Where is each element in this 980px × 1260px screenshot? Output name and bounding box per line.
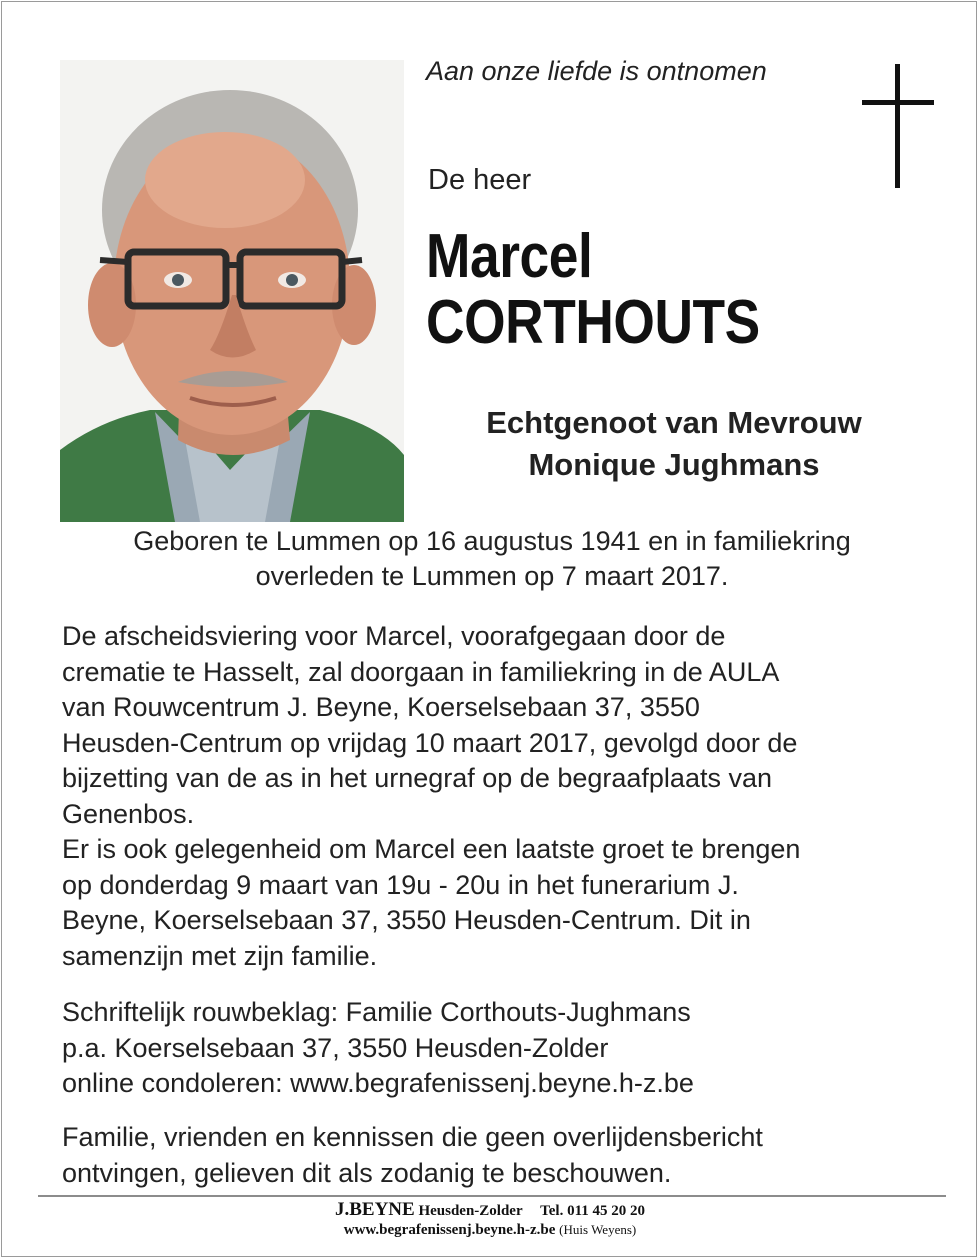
spouse-line-1: Echtgenoot van Mevrouw [486, 405, 862, 440]
portrait-illustration [60, 60, 404, 522]
title-prefix: De heer [428, 164, 532, 196]
notice-paragraph [62, 1120, 942, 1191]
paragraph-line: ontvingen, gelieven dit als zodanig te beschouwen. [62, 1157, 672, 1188]
footer-divider [38, 1195, 946, 1197]
funeral-home-phone: Tel. 011 45 20 20 [540, 1203, 646, 1219]
paragraph-line: bijzetting van de as in het urnegraf op de begraafplaats van [62, 763, 772, 793]
last-name: CORTHOUTS [426, 288, 760, 357]
birth-death-info [42, 524, 942, 594]
paragraph-line: p.a. Koerselsebaan 37, 3550 Heusden-Zolder [62, 1032, 609, 1063]
paragraph-line: Beyne, Koerselsebaan 37, 3550 Heusden-Centrum. Dit in [62, 905, 751, 935]
paragraph-line: Heusden-Centrum op vrijdag 10 maart 2017, gevolgd door de [62, 727, 798, 758]
paragraph-line: online condoleren: www.begrafenissenj.beyne.h-z.be [62, 1068, 694, 1098]
paragraph-line: Er is ook gelegenheid om Marcel een laatste groet te brengen [62, 834, 801, 864]
footer-line-2 [2, 1221, 978, 1239]
birth-line-1: Geboren te Lummen op 16 augustus 1941 en in familiekring [133, 526, 851, 556]
paragraph-line: samenzijn met zijn familie. [62, 940, 378, 971]
funeral-home-website: www.begrafenissenj.beyne.h-z.be [343, 1222, 556, 1238]
cross-icon [860, 64, 936, 188]
footer-line-1 [2, 1200, 978, 1221]
paragraph-line: Genenbos. [62, 798, 195, 829]
intro-text: Aan onze liefde is ontnomen [426, 56, 767, 86]
portrait-photo [60, 60, 404, 522]
paragraph-line: Familie, vrienden en kennissen die geen overlijdensbericht [62, 1122, 763, 1152]
spouse-info [426, 402, 922, 486]
obituary-card [1, 1, 977, 1257]
birth-line-2: overleden te Lummen op 7 maart 2017. [255, 561, 729, 591]
funeral-home-footer [2, 1200, 978, 1239]
funeral-home-house: (Huis Weyens) [559, 1222, 637, 1237]
funeral-home-brand: J.BEYNE [334, 1199, 415, 1220]
paragraph-line: De afscheidsviering voor Marcel, voorafgegaan door de [62, 621, 726, 651]
spouse-line-2: Monique Jughmans [528, 447, 820, 482]
paragraph-line: crematie te Hasselt, zal doorgaan in familiekring in de AULA [62, 656, 780, 687]
paragraph-line: op donderdag 9 maart van 19u - 20u in het funerarium J. [62, 869, 739, 900]
funeral-home-location: Heusden-Zolder [418, 1203, 523, 1219]
deceased-name [426, 224, 760, 356]
ceremony-paragraph [62, 619, 942, 974]
paragraph-line: van Rouwcentrum J. Beyne, Koerselsebaan 37, 3550 [62, 692, 700, 722]
first-name: Marcel [426, 222, 593, 291]
condolence-paragraph [62, 995, 942, 1102]
paragraph-line: Schriftelijk rouwbeklag: Familie Corthouts-Jughmans [62, 997, 691, 1027]
